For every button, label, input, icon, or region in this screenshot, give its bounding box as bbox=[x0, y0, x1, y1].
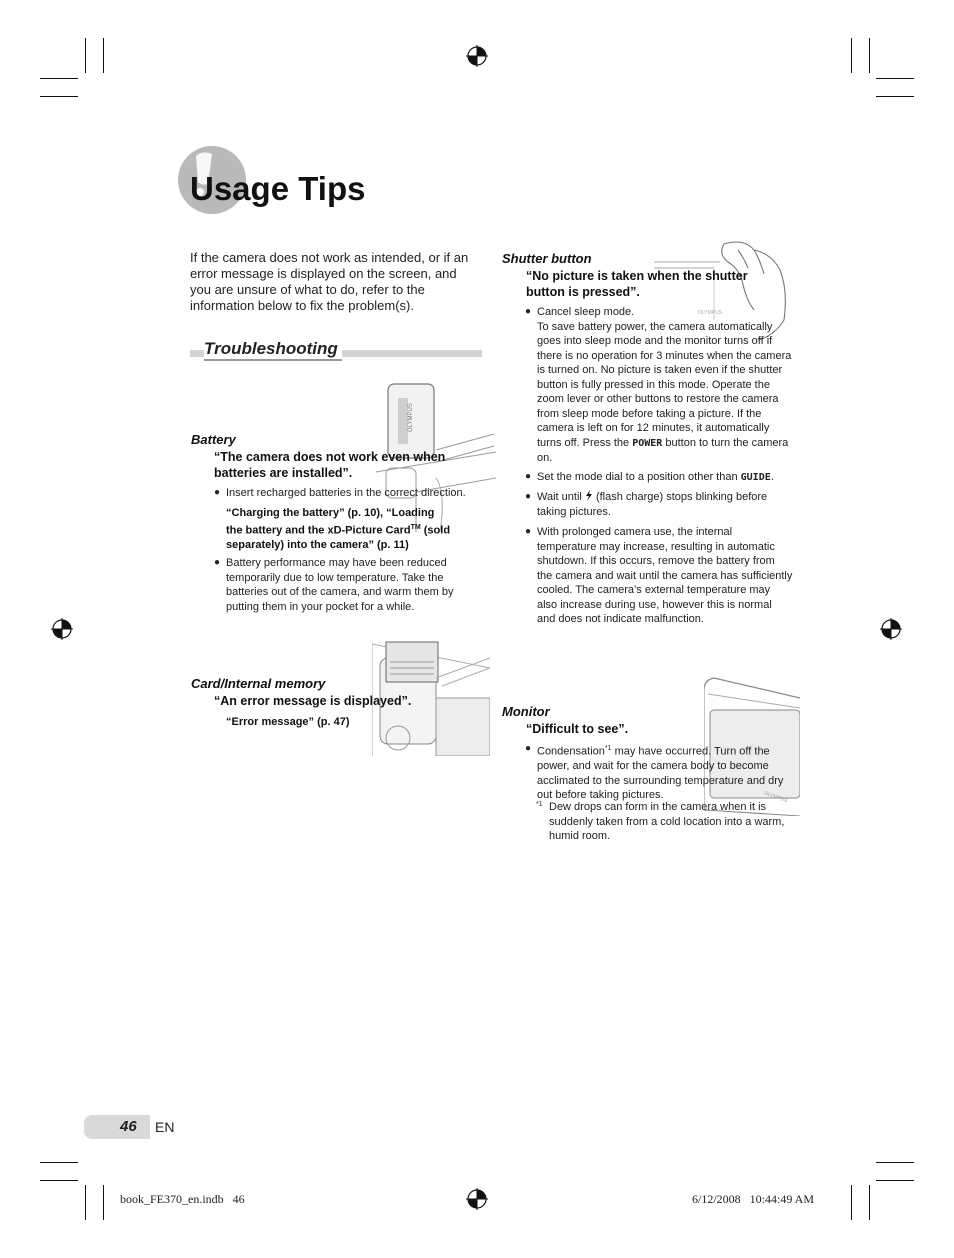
registration-mark-icon bbox=[466, 45, 488, 67]
bullet-icon: ● bbox=[214, 557, 221, 568]
card-category: Card/Internal memory bbox=[191, 676, 326, 691]
footer-datetime: 6/12/2008 10:44:49 AM bbox=[692, 1192, 815, 1206]
battery-category: Battery bbox=[191, 432, 236, 447]
monitor-question: “Difficult to see”. bbox=[526, 722, 629, 736]
monitor-footnote: *1 Dew drops can form in the camera when it is suddenly taken from a cold location into a warm, humid room. bbox=[536, 801, 785, 842]
crop-mark bbox=[103, 1185, 104, 1220]
crop-mark bbox=[851, 1185, 852, 1220]
bullet-icon: ● bbox=[525, 306, 532, 317]
shutter-bullet-4: ● With prolonged camera use, the internal temperature may increase, resulting in automatic shutdown. If this occurs, remove the battery from the camera and wait until the camera has sufficiently cooled. The camera’s external temperature may also increase during use, however this is normal and does not indicate malfunction. bbox=[525, 526, 793, 625]
section-title: Troubleshooting bbox=[204, 339, 342, 361]
crop-mark bbox=[869, 1185, 870, 1220]
bullet-icon: ● bbox=[525, 471, 532, 482]
crop-mark bbox=[869, 38, 870, 73]
battery-question: “The camera does not work even when batteries are installed”. bbox=[214, 450, 446, 480]
crop-mark bbox=[876, 1180, 914, 1181]
svg-text:OLYMPUS: OLYMPUS bbox=[763, 790, 789, 805]
registration-mark-icon bbox=[880, 618, 902, 640]
shutter-category: Shutter button bbox=[502, 251, 592, 266]
page-title: Usage Tips bbox=[190, 170, 366, 207]
crop-mark bbox=[40, 1180, 78, 1181]
card-question: “An error message is displayed”. bbox=[214, 694, 412, 708]
monitor-bullet-1: ● Condensation$^{*1}$ may have occurred. Turn off the power, and wait for the camera body to become acclimated to the surrounding temperature and dry out before taking pictures. bbox=[525, 743, 784, 802]
crop-mark bbox=[40, 78, 78, 79]
intro-paragraph: If the camera does not work as intended, or if an error message is displayed on the screen, and you are unsure of what to do, refer to the information below to fix the problem(s). bbox=[190, 250, 469, 313]
page-language: EN bbox=[155, 1119, 175, 1135]
crop-mark bbox=[85, 38, 86, 73]
battery-bullet-2: ● Battery performance may have been reduced temporarily due to low temperature. Take the batteries out of the camera, and warm them by putting them in your pocket for a while. bbox=[214, 557, 454, 613]
svg-text:OLYMPUS: OLYMPUS bbox=[698, 310, 723, 316]
shutter-question: “No picture is taken when the shutter button is pressed”. bbox=[526, 269, 748, 299]
registration-mark-icon bbox=[51, 618, 73, 640]
card-reference: “Error message” (p. 47) bbox=[226, 716, 350, 728]
battery-bullet-1: ● Insert recharged batteries in the correct direction. bbox=[214, 487, 466, 499]
page-number: 46 bbox=[120, 1118, 137, 1135]
crop-mark bbox=[851, 38, 852, 73]
bullet-icon: ● bbox=[525, 743, 532, 754]
bullet-icon: ● bbox=[214, 487, 221, 498]
crop-mark bbox=[85, 1185, 86, 1220]
battery-reference: “Charging the battery” (p. 10), “Loading the battery and the xD-Picture Card™ (sold separately) into the camera” (p. 11) bbox=[226, 507, 451, 551]
registration-mark-icon bbox=[466, 1188, 488, 1210]
crop-mark bbox=[40, 1162, 78, 1163]
page-number-tab bbox=[84, 1115, 150, 1139]
monitor-category: Monitor bbox=[502, 704, 550, 719]
crop-mark bbox=[103, 38, 104, 73]
bullet-icon: ● bbox=[525, 491, 532, 502]
crop-mark bbox=[876, 96, 914, 97]
bullet-icon: ● bbox=[525, 526, 532, 537]
crop-mark bbox=[876, 1162, 914, 1163]
crop-mark bbox=[876, 78, 914, 79]
flash-charge-icon bbox=[585, 490, 593, 501]
footer-file: book_FE370_en.indb 46 bbox=[120, 1192, 245, 1206]
shutter-bullet-2: ● Set the mode dial to a position other than GUIDE. bbox=[525, 471, 774, 483]
crop-mark bbox=[40, 96, 78, 97]
svg-text:OLYMPUS: OLYMPUS bbox=[408, 403, 414, 432]
shutter-bullet-1: ● Cancel sleep mode. To save battery power, the camera automatically goes into sleep mode and the monitor turns off if there is no operation for 3 minutes when the camera is turned on. No picture is taken even if the shutter button is fully pressed in this mode. Operate the zoom lever or other buttons to restore the camera from sleep mode before taking a picture. If the camera is left on for 12 minutes, it automatically turns off. Press the POWER button to turn the camera on. bbox=[525, 306, 792, 464]
shutter-bullet-3: ● Wait until (flash charge) stops blinking before taking pictures. bbox=[525, 491, 768, 518]
